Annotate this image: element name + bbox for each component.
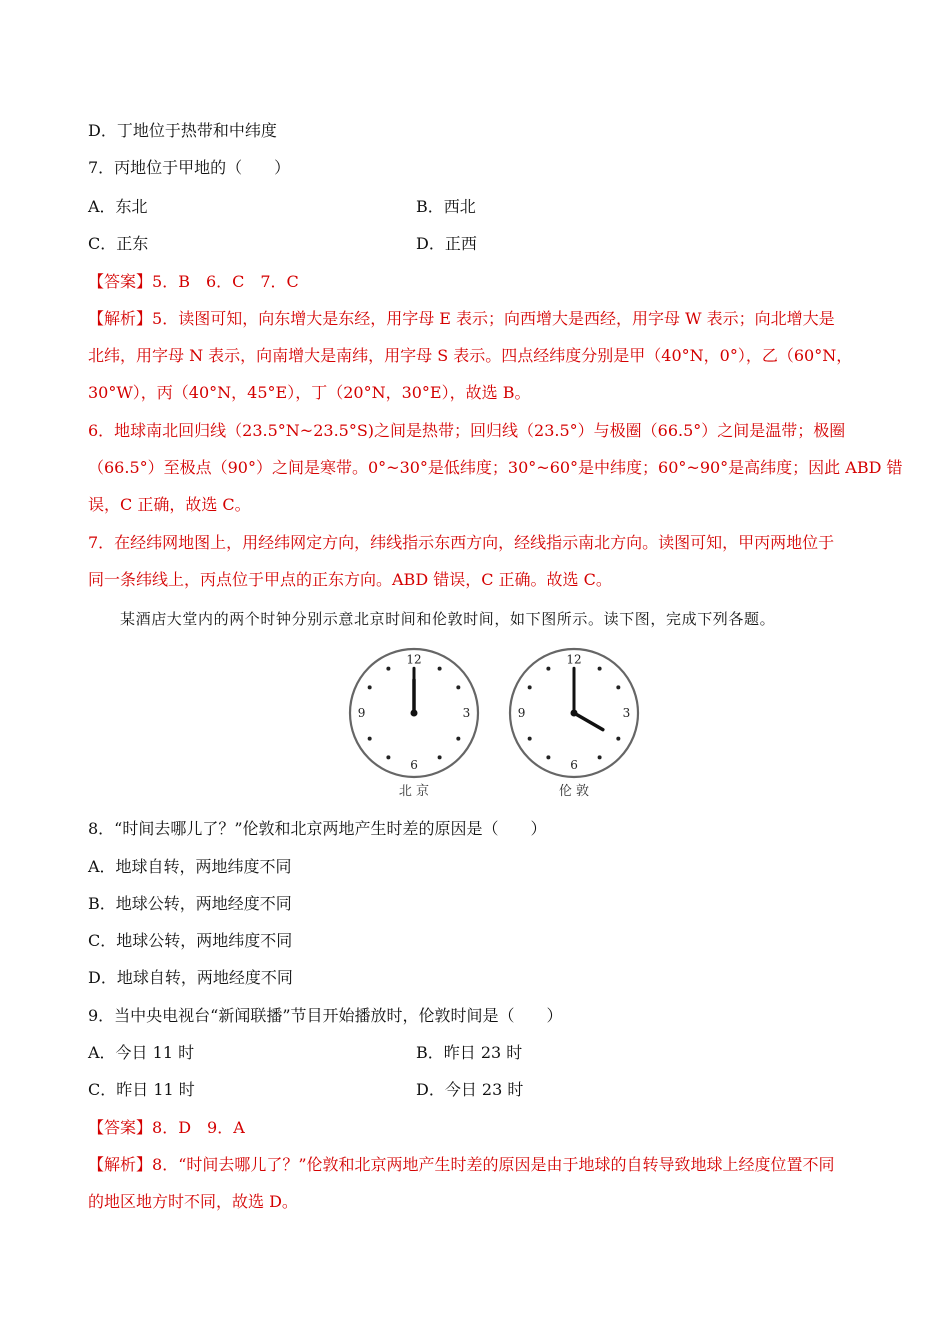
q8-option-a: A．地球自转，两地纬度不同 — [88, 857, 292, 876]
analysis-line-2: 北纬，用字母 N 表示，向南增大是南纬，用字母 S 表示。四点经纬度分别是甲（40°N，0°），乙（60°N， — [88, 346, 853, 365]
clock-numeral: 3 — [462, 706, 471, 720]
beijing-clock — [350, 649, 478, 777]
london-label: 伦 敦 — [558, 784, 590, 799]
answer-block-1 — [88, 272, 299, 292]
clocks-figure — [340, 645, 640, 805]
q8-option-d: D．地球自转，两地经度不同 — [88, 968, 293, 987]
analysis-text: 8．“时间去哪儿了？”伦敦和北京两地产生时差的原因是由于地球的自转导致地球上经度位置不同 — [152, 1155, 835, 1174]
q7-option-b: B．西北 — [416, 197, 476, 216]
clock-numeral: 9 — [357, 706, 366, 720]
hour-dot — [546, 755, 550, 759]
q9-stem: 9．当中央电视台“新闻联播”节目开始播放时，伦敦时间是（ ） — [88, 1006, 563, 1025]
clock-numeral: 6 — [570, 757, 578, 772]
answer-label: 【答案】 — [88, 1118, 153, 1137]
hour-dot — [438, 667, 442, 671]
hour-dot — [368, 685, 372, 689]
q7-options-row2 — [88, 234, 477, 254]
q9-option-c: C．昨日 11 时 — [88, 1080, 195, 1099]
q9-option-b: B．昨日 23 时 — [416, 1043, 523, 1062]
hour-dot — [438, 755, 442, 759]
hour-dot — [368, 737, 372, 741]
q9-options-row1 — [88, 1043, 523, 1063]
analysis-line-6: 误，C 正确，故选 C。 — [88, 495, 251, 514]
hour-dot — [616, 685, 620, 689]
analysis-line-8: 同一条纬线上，丙点位于甲点的正东方向。ABD 错误，C 正确。故选 C。 — [88, 570, 612, 589]
analysis2-line-2: 的地区地方时不同，故选 D。 — [88, 1192, 298, 1211]
hour-dot — [598, 667, 602, 671]
hour-dot — [456, 737, 460, 741]
hour-dot — [528, 737, 532, 741]
passage-intro: 某酒店大堂内的两个时钟分别示意北京时间和伦敦时间，如下图所示。读下图，完成下列各题。 — [120, 610, 776, 628]
analysis-line-7: 7．在经纬网地图上，用经纬网定方向，纬线指示东西方向，经线指示南北方向。读图可知，甲丙两地位于 — [88, 533, 835, 552]
clock-center — [411, 710, 418, 717]
q7-option-d: D．正西 — [416, 234, 477, 253]
hour-dot — [386, 755, 390, 759]
clock-numeral: 6 — [410, 757, 418, 772]
q7-stem: 7．丙地位于甲地的（ ） — [88, 158, 291, 177]
analysis-label: 【解析】 — [88, 309, 153, 328]
clock-center — [571, 710, 578, 717]
answer-label: 【答案】 — [88, 272, 153, 291]
hour-dot — [528, 685, 532, 689]
analysis-line-5: （66.5°）至极点（90°）之间是寒带。0°~30°是低纬度；30°~60°是中纬度；60°~90°是高纬度；因此 ABD 错 — [88, 458, 903, 477]
q7-option-c: C．正东 — [88, 234, 149, 253]
q8-option-b: B．地球公转，两地经度不同 — [88, 894, 292, 913]
q9-options-row2 — [88, 1080, 524, 1100]
analysis-line-3: 30°W），丙（40°N，45°E），丁（20°N，30°E），故选 B。 — [88, 383, 531, 402]
answer-block-2 — [88, 1118, 245, 1138]
answer-text: 5．B 6．C 7．C — [152, 272, 299, 291]
hour-dot — [386, 667, 390, 671]
analysis-label: 【解析】 — [88, 1155, 153, 1174]
analysis-line-4: 6．地球南北回归线（23.5°N~23.5°S)之间是热带；回归线（23.5°）与极圈（66.5°）之间是温带；极圈 — [88, 421, 846, 440]
beijing-label: 北 京 — [398, 784, 430, 799]
q6-option-d: D．丁地位于热带和中纬度 — [88, 121, 277, 140]
clock-numeral: 3 — [622, 706, 631, 720]
analysis2-line-1 — [88, 1155, 835, 1175]
analysis-text: 5．读图可知，向东增大是东经，用字母 E 表示；向西增大是西经，用字母 W 表示；向北增大是 — [152, 309, 835, 328]
clock-numeral: 12 — [566, 652, 582, 667]
hour-dot — [456, 685, 460, 689]
q7-options-row1 — [88, 197, 476, 217]
q9-option-a: A．今日 11 时 — [88, 1043, 195, 1062]
hour-dot — [616, 737, 620, 741]
answer-text: 8．D 9．A — [152, 1118, 245, 1137]
hour-dot — [598, 755, 602, 759]
q8-stem: 8．“时间去哪儿了？”伦敦和北京两地产生时差的原因是（ ） — [88, 819, 547, 838]
q9-option-d: D．今日 23 时 — [416, 1080, 524, 1099]
analysis-line-1 — [88, 309, 835, 329]
q7-option-a: A．东北 — [88, 197, 148, 216]
q8-option-c: C．地球公转，两地纬度不同 — [88, 931, 293, 950]
clocks-svg — [340, 645, 640, 805]
clock-numeral: 9 — [517, 706, 526, 720]
clock-numeral: 12 — [406, 652, 422, 667]
london-clock — [510, 649, 638, 777]
hour-dot — [546, 667, 550, 671]
